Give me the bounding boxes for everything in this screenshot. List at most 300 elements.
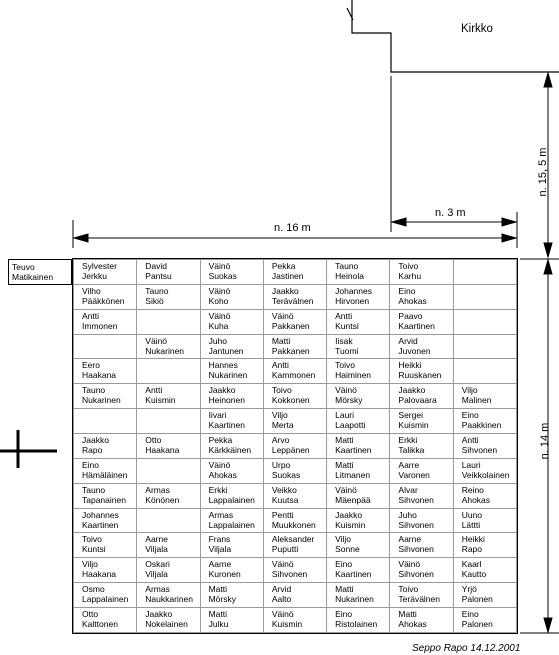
grave-cell bbox=[327, 284, 390, 309]
grave-surname: Viljala bbox=[208, 544, 232, 555]
grave-firstname: Matti bbox=[335, 584, 354, 595]
grave-surname: Mäenpää bbox=[335, 494, 371, 505]
grave-surname: Kuismin bbox=[145, 395, 176, 406]
grave-cell bbox=[327, 508, 390, 533]
grave-surname: Heinola bbox=[335, 271, 364, 281]
grave-firstname: Sergei bbox=[398, 410, 423, 421]
empty-grave-cell bbox=[453, 334, 516, 359]
grave-row bbox=[74, 458, 517, 483]
grave-firstname: Väinö bbox=[398, 559, 421, 570]
offset-dimension-arrow bbox=[392, 218, 516, 226]
grave-firstname: Toivo bbox=[271, 385, 292, 396]
grave-firstname: Jaakko bbox=[271, 285, 299, 296]
grave-surname: Nokelainen bbox=[145, 619, 188, 630]
grave-firstname: Eino bbox=[461, 410, 479, 421]
grave-firstname: Heikki bbox=[398, 360, 422, 371]
grave-firstname: David bbox=[145, 261, 168, 271]
grave-surname: Pakkanen bbox=[271, 320, 310, 331]
grave-surname: Kuronen bbox=[208, 569, 241, 580]
grave-surname: Kärkkäinen bbox=[208, 445, 252, 456]
grave-cell bbox=[390, 284, 453, 309]
grave-surname: Ahokas bbox=[208, 469, 237, 480]
grave-firstname: Aarne bbox=[145, 534, 168, 545]
grave-cell bbox=[263, 533, 326, 558]
grave-surname: Koho bbox=[208, 295, 229, 306]
grave-cell bbox=[390, 260, 453, 285]
grave-firstname: Armas bbox=[145, 584, 170, 595]
grave-firstname: Paavo bbox=[398, 310, 423, 321]
empty-grave-cell bbox=[137, 409, 200, 434]
grave-surname: Nukarinen bbox=[82, 395, 121, 406]
grave-firstname: Juho bbox=[208, 335, 227, 346]
grave-surname: Malinen bbox=[461, 395, 492, 406]
grave-surname: Haiminen bbox=[335, 370, 372, 381]
grave-cell bbox=[200, 608, 263, 633]
grave-surname: Terävälnen bbox=[271, 295, 314, 306]
empty-grave-cell bbox=[453, 309, 516, 334]
grave-surname: Sihvonen bbox=[398, 519, 434, 530]
side-dimension-label: n. 15, 5 m bbox=[537, 147, 549, 197]
grave-firstname: Otto bbox=[82, 609, 99, 620]
grave-firstname: Lauri bbox=[335, 410, 355, 421]
grave-cell bbox=[390, 458, 453, 483]
grave-cell bbox=[390, 508, 453, 533]
grave-surname: Kuismin bbox=[271, 619, 303, 630]
empty-grave-cell bbox=[453, 284, 516, 309]
grave-surname: Kokkonen bbox=[271, 395, 310, 406]
grave-cell bbox=[263, 409, 326, 434]
grave-firstname: Toivo bbox=[398, 261, 419, 271]
grave-surname: Kaartinen bbox=[208, 420, 245, 431]
grave-firstname: Väinö bbox=[335, 385, 357, 396]
outside-grave-surname: Matikainen bbox=[12, 272, 54, 282]
grave-cell bbox=[137, 533, 200, 558]
grave-firstname: Tauno bbox=[335, 261, 359, 271]
grave-surname: Tuomi bbox=[335, 345, 359, 356]
grave-cell bbox=[327, 334, 390, 359]
grave-firstname: Osmo bbox=[82, 584, 105, 595]
grave-firstname: Antti bbox=[271, 360, 289, 371]
author-credit: Seppo Rapo 14.12.2001 bbox=[412, 643, 521, 654]
grave-surname: Ahokas bbox=[461, 494, 491, 505]
grave-cell bbox=[453, 533, 516, 558]
grave-firstname: Aarne bbox=[208, 559, 232, 570]
grave-cell bbox=[74, 608, 137, 633]
grave-firstname: Antti bbox=[82, 310, 100, 321]
empty-grave-cell bbox=[137, 458, 200, 483]
grave-row bbox=[74, 359, 517, 384]
grave-surname: Palonen bbox=[461, 619, 493, 630]
grave-surname: Kuha bbox=[208, 320, 229, 331]
grave-surname: Julku bbox=[208, 619, 229, 630]
grave-firstname: Urpo bbox=[271, 459, 291, 470]
grave-cell bbox=[390, 309, 453, 334]
grave-cell bbox=[74, 558, 137, 583]
grave-firstname: Eino bbox=[82, 459, 100, 470]
grave-cell bbox=[263, 583, 326, 608]
grave-firstname: Jaakko bbox=[82, 435, 109, 446]
grave-cell bbox=[74, 284, 137, 309]
grave-surname: Ahokas bbox=[398, 295, 427, 306]
grave-cell bbox=[200, 508, 263, 533]
grave-firstname: Matti bbox=[208, 584, 227, 595]
grave-surname: Pakkanen bbox=[271, 345, 310, 356]
grave-cell bbox=[327, 409, 390, 434]
grave-firstname: Tauno bbox=[82, 385, 106, 396]
grave-surname: Viljala bbox=[145, 569, 168, 580]
grave-firstname: Armas bbox=[208, 509, 234, 520]
grave-firstname: Väinö bbox=[208, 459, 231, 470]
grave-cell bbox=[74, 458, 137, 483]
grave-surname: Kautto bbox=[461, 569, 487, 580]
grave-surname: Palovaara bbox=[398, 395, 437, 406]
grave-cell bbox=[200, 583, 263, 608]
grave-surname: Jerkku bbox=[82, 271, 108, 281]
grave-surname: Juvonen bbox=[398, 345, 431, 356]
grave-firstname: Arvid bbox=[271, 584, 292, 595]
grave-firstname: Antti bbox=[461, 435, 479, 446]
grave-firstname: Otto bbox=[145, 435, 162, 446]
grave-surname: Muukkonen bbox=[271, 519, 316, 530]
empty-grave-cell bbox=[453, 260, 516, 285]
grave-surname: Kuntsi bbox=[335, 320, 359, 331]
grave-cell bbox=[74, 508, 137, 533]
grave-surname: Sihvonen bbox=[398, 494, 434, 505]
grave-surname: Nukarinen bbox=[145, 345, 185, 356]
grave-firstname: Eino bbox=[335, 559, 353, 570]
grave-surname: Lappalainen bbox=[82, 594, 129, 605]
grave-firstname: Matti bbox=[335, 459, 354, 470]
grave-cell bbox=[390, 334, 453, 359]
grave-firstname: Toivo bbox=[398, 584, 419, 595]
grave-surname: Aalto bbox=[271, 594, 292, 605]
grave-cell bbox=[200, 334, 263, 359]
grave-firstname: Alvar bbox=[398, 484, 418, 495]
grave-surname: Kaartinen bbox=[335, 445, 372, 456]
grave-cell bbox=[390, 483, 453, 508]
grave-surname: Immonen bbox=[82, 320, 118, 331]
grave-surname: Mörsky bbox=[335, 395, 363, 406]
grave-surname: Haakana bbox=[145, 445, 180, 456]
grave-surname: Naukkarinen bbox=[145, 594, 194, 605]
grave-firstname: Viljo bbox=[461, 385, 478, 396]
grave-surname: Rapo bbox=[461, 544, 483, 555]
grave-surname: Ahokas bbox=[398, 619, 427, 630]
grave-cell bbox=[453, 508, 516, 533]
grave-firstname: Yrjö bbox=[461, 584, 477, 595]
grave-firstname: Armas bbox=[145, 484, 170, 495]
grave-row bbox=[74, 608, 517, 633]
grave-firstname: Aarne bbox=[398, 534, 422, 545]
grave-surname: Talikka bbox=[398, 445, 425, 456]
grave-surname: Jastinen bbox=[271, 271, 304, 281]
grave-surname: Pantsu bbox=[145, 271, 172, 281]
grave-cell bbox=[390, 409, 453, 434]
grave-cell bbox=[327, 533, 390, 558]
grave-cell bbox=[200, 533, 263, 558]
grave-firstname: Iisak bbox=[335, 335, 353, 346]
grave-surname: Kaartinen bbox=[335, 569, 372, 580]
grave-row bbox=[74, 384, 517, 409]
grave-cell bbox=[200, 434, 263, 459]
grave-surname: Mörsky bbox=[208, 594, 236, 605]
grave-firstname: Jaakko bbox=[208, 385, 236, 396]
grave-cell bbox=[137, 260, 200, 285]
grave-cell bbox=[137, 334, 200, 359]
grave-row bbox=[74, 260, 517, 285]
grave-surname: Kuutsa bbox=[271, 494, 299, 505]
grave-surname: Karhu bbox=[398, 271, 422, 281]
grave-row bbox=[74, 284, 517, 309]
grave-firstname: Oskari bbox=[145, 559, 170, 570]
grave-firstname: Väinö bbox=[271, 310, 294, 321]
grave-surname: Suokas bbox=[208, 271, 237, 281]
grave-cell bbox=[74, 384, 137, 409]
grave-cell bbox=[74, 359, 137, 384]
grave-cell bbox=[327, 309, 390, 334]
grave-firstname: Toivo bbox=[335, 360, 355, 371]
grave-surname: Ristolainen bbox=[335, 619, 378, 630]
grave-cell bbox=[263, 384, 326, 409]
grave-row bbox=[74, 483, 517, 508]
grave-firstname: Tauno bbox=[145, 285, 169, 296]
grave-surname: Sihvonen bbox=[398, 569, 434, 580]
empty-grave-cell bbox=[74, 334, 137, 359]
grave-cell bbox=[263, 309, 326, 334]
grave-firstname: Eino bbox=[398, 285, 416, 296]
grave-firstname: Erkki bbox=[208, 484, 228, 495]
grave-firstname: Vilho bbox=[82, 285, 101, 296]
grave-cell bbox=[74, 260, 137, 285]
grave-cell bbox=[327, 583, 390, 608]
grave-cell bbox=[453, 409, 516, 434]
grave-firstname: Matti bbox=[271, 335, 291, 346]
grave-firstname: Arvo bbox=[271, 435, 290, 446]
grave-cell bbox=[390, 384, 453, 409]
grave-cell bbox=[74, 483, 137, 508]
grave-firstname: Tauno bbox=[82, 484, 106, 495]
grave-firstname: Johannes bbox=[82, 509, 119, 520]
grave-cell bbox=[390, 533, 453, 558]
outside-grave-firstname: Teuvo bbox=[12, 262, 35, 272]
grave-surname: Sihvonen bbox=[271, 569, 308, 580]
grave-cell bbox=[137, 434, 200, 459]
grave-cell bbox=[263, 359, 326, 384]
empty-grave-cell bbox=[453, 359, 516, 384]
grave-firstname: Lauri bbox=[461, 459, 481, 470]
grave-firstname: Väinö bbox=[271, 609, 294, 620]
grave-surname: Sihvonen bbox=[461, 445, 498, 456]
grave-firstname: Viljo bbox=[82, 559, 98, 570]
grave-row bbox=[74, 409, 517, 434]
grave-surname: Kalttonen bbox=[82, 619, 118, 630]
grave-cell bbox=[453, 583, 516, 608]
grave-cell bbox=[327, 359, 390, 384]
grave-surname: Jantunen bbox=[208, 345, 244, 356]
grave-surname: Viljala bbox=[145, 544, 168, 555]
grave-surname: Hirvonen bbox=[335, 295, 370, 306]
grave-surname: Laapotti bbox=[335, 420, 366, 431]
grave-surname: Palonen bbox=[461, 594, 493, 605]
grave-row bbox=[74, 434, 517, 459]
grave-row bbox=[74, 334, 517, 359]
grave-cell bbox=[263, 608, 326, 633]
outside-grave-box bbox=[8, 259, 72, 285]
grave-firstname: Jaakko bbox=[335, 509, 363, 520]
grave-cell bbox=[453, 384, 516, 409]
cross-marker bbox=[0, 430, 57, 468]
grave-firstname: Johannes bbox=[335, 285, 372, 296]
church-outline bbox=[347, 0, 559, 72]
grave-cell bbox=[74, 309, 137, 334]
grave-firstname: Väinö bbox=[208, 261, 231, 271]
grave-cell bbox=[263, 508, 326, 533]
grave-surname: Kammonen bbox=[271, 370, 316, 381]
grave-firstname: Aarre bbox=[398, 459, 420, 470]
grave-cell bbox=[200, 260, 263, 285]
height-dimension-label: n. 14 m bbox=[539, 422, 551, 460]
grave-surname: Lappalainen bbox=[208, 494, 255, 505]
width-dimension-arrow bbox=[74, 234, 516, 242]
grave-firstname: Matti bbox=[335, 435, 354, 446]
grave-surname: Nukarinen bbox=[335, 594, 374, 605]
grave-firstname: Eero bbox=[82, 360, 100, 371]
grave-firstname: Erkki bbox=[398, 435, 418, 446]
grave-surname: Tapanainen bbox=[82, 494, 126, 505]
grave-cell bbox=[453, 458, 516, 483]
grave-cell bbox=[74, 434, 137, 459]
grave-firstname: Viljo bbox=[335, 534, 352, 545]
grave-surname: Nukarinen bbox=[208, 370, 248, 381]
grave-cell bbox=[263, 434, 326, 459]
grave-surname: Könönen bbox=[145, 494, 180, 505]
grave-firstname: Eino bbox=[461, 609, 479, 620]
grave-cell bbox=[200, 309, 263, 334]
grave-surname: Heinonen bbox=[208, 395, 245, 406]
grave-row bbox=[74, 508, 517, 533]
grave-firstname: Veikko bbox=[271, 484, 297, 495]
grave-firstname: Pekka bbox=[208, 435, 233, 446]
grave-cell bbox=[390, 583, 453, 608]
grave-firstname: Aleksander bbox=[271, 534, 315, 545]
grave-surname: Puputti bbox=[271, 544, 299, 555]
grave-surname: Litmanen bbox=[335, 469, 371, 480]
grave-firstname: Hannes bbox=[208, 360, 238, 371]
grave-surname: Lättti bbox=[461, 519, 481, 530]
grave-cell bbox=[390, 608, 453, 633]
width-dimension-label: n. 16 m bbox=[274, 222, 311, 234]
grave-cell bbox=[200, 359, 263, 384]
grave-cell bbox=[137, 284, 200, 309]
grave-firstname: Väinö bbox=[208, 310, 231, 321]
grave-cell bbox=[453, 434, 516, 459]
grave-row bbox=[74, 558, 517, 583]
grave-firstname: Toivo bbox=[82, 534, 102, 545]
grave-surname: Haakana bbox=[82, 569, 117, 580]
grave-firstname: Iivari bbox=[208, 410, 227, 421]
grave-cell bbox=[327, 558, 390, 583]
grave-firstname: Antti bbox=[145, 385, 163, 396]
grave-cell bbox=[200, 284, 263, 309]
grave-surname: Leppänen bbox=[271, 445, 310, 456]
grave-firstname: Väinö bbox=[335, 484, 357, 495]
grave-surname: Ruuskanen bbox=[398, 370, 442, 381]
grave-surname: Lappalainen bbox=[208, 519, 255, 530]
grave-cell bbox=[453, 483, 516, 508]
grave-surname: Sihvonen bbox=[398, 544, 434, 555]
grave-cell bbox=[327, 384, 390, 409]
grave-firstname: Väinö bbox=[208, 285, 231, 296]
grave-firstname: Reino bbox=[461, 484, 484, 495]
grave-surname: Sonne bbox=[335, 544, 360, 555]
grave-cell bbox=[200, 458, 263, 483]
grave-row bbox=[74, 533, 517, 558]
empty-grave-cell bbox=[137, 359, 200, 384]
grave-row bbox=[74, 309, 517, 334]
grave-cell bbox=[263, 458, 326, 483]
offset-dimension-label: n. 3 m bbox=[435, 207, 466, 219]
grave-cell bbox=[137, 583, 200, 608]
grave-firstname: Jaakko bbox=[145, 609, 173, 620]
grave-cell bbox=[263, 334, 326, 359]
grave-firstname: Arvid bbox=[398, 335, 418, 346]
church-label: Kirkko bbox=[461, 23, 493, 35]
grave-cell bbox=[390, 359, 453, 384]
grave-row bbox=[74, 583, 517, 608]
grave-cell bbox=[200, 384, 263, 409]
grave-firstname: Kaarl bbox=[461, 559, 482, 570]
grave-cell bbox=[200, 483, 263, 508]
grave-cell bbox=[263, 260, 326, 285]
grave-firstname: Pekka bbox=[271, 261, 296, 271]
grave-cell bbox=[137, 384, 200, 409]
grave-cell bbox=[453, 608, 516, 633]
grave-surname: Veikkolainen bbox=[461, 469, 510, 480]
grave-firstname: Eino bbox=[335, 609, 353, 620]
grave-cell bbox=[327, 434, 390, 459]
grave-firstname: Pentti bbox=[271, 509, 294, 520]
grave-firstname: Jaakko bbox=[398, 385, 426, 396]
grave-surname: Pääkkönen bbox=[82, 295, 125, 306]
grave-surname: Suokas bbox=[271, 469, 301, 480]
grave-cell bbox=[74, 533, 137, 558]
grave-firstname: Heikki bbox=[461, 534, 485, 545]
empty-grave-cell bbox=[137, 309, 200, 334]
grave-surname: Paakkinen bbox=[461, 420, 502, 431]
grave-firstname: Viljo bbox=[271, 410, 288, 421]
grave-cell bbox=[263, 483, 326, 508]
grave-firstname: Matti bbox=[398, 609, 417, 620]
grave-surname: Sikiö bbox=[145, 295, 164, 306]
grave-surname: Terävälnen bbox=[398, 594, 440, 605]
grave-firstname: Sylvester bbox=[82, 261, 117, 271]
grave-surname: Merta bbox=[271, 420, 294, 431]
grave-surname: Kaartinen bbox=[82, 519, 119, 530]
empty-grave-cell bbox=[137, 508, 200, 533]
grave-surname: Hämäläinen bbox=[82, 469, 128, 480]
grave-surname: Kuismin bbox=[398, 420, 429, 431]
grave-cell bbox=[327, 608, 390, 633]
grave-surname: Kuntsi bbox=[82, 544, 106, 555]
grave-cell bbox=[137, 608, 200, 633]
grave-firstname: Antti bbox=[335, 310, 353, 321]
grave-cell bbox=[390, 558, 453, 583]
grave-firstname: Uuno bbox=[461, 509, 483, 520]
grave-firstname: Väinö bbox=[145, 335, 168, 346]
grave-cell bbox=[263, 558, 326, 583]
grave-cell bbox=[263, 284, 326, 309]
grave-firstname: Frans bbox=[208, 534, 231, 545]
